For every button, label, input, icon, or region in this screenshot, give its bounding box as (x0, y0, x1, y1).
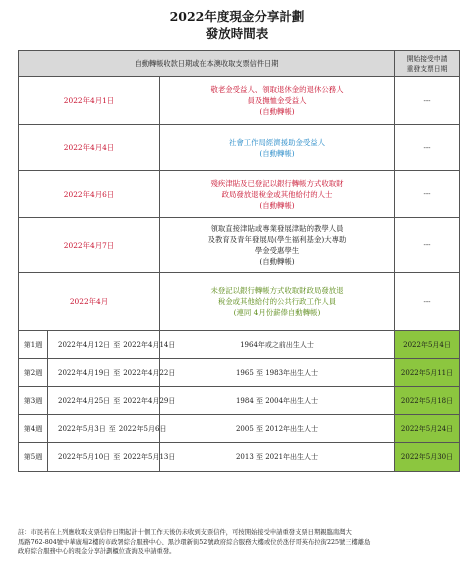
week-row (19, 331, 460, 359)
birth-year-group: 1964年或之前出生人士 (160, 331, 395, 359)
payment-date: 2022年4月6日 (19, 171, 160, 218)
reissue-date: --- (395, 125, 460, 171)
table-row (19, 273, 460, 331)
table-row (19, 125, 460, 171)
header-receipt-date: 自動轉帳收款日期或在本澳收取支票信件日期 (19, 51, 395, 77)
week-label: 第4週 (19, 415, 48, 443)
week-label: 第2週 (19, 359, 48, 387)
birth-year-group: 2013 至 2021年出生人士 (160, 443, 395, 472)
week-row (19, 359, 460, 387)
week-row (19, 415, 460, 443)
beneficiary-description: 殘疾津貼及已登記以銀行轉帳方式收取財 政局發放退稅金或其他給付的人士 (自動轉帳) (160, 171, 395, 218)
payment-date: 2022年4月4日 (19, 125, 160, 171)
table-row (19, 171, 460, 218)
week-row (19, 443, 460, 472)
week-date-range: 2022年4月19日 至 2022年4月22日 (48, 359, 160, 387)
payment-date: 2022年4月1日 (19, 77, 160, 125)
week-date-range: 2022年5月10日 至 2022年5月13日 (48, 443, 160, 472)
reissue-date: --- (395, 218, 460, 273)
reissue-date: --- (395, 77, 460, 125)
reissue-date: 2022年5月24日 (395, 415, 460, 443)
reissue-date: 2022年5月11日 (395, 359, 460, 387)
payment-date: 2022年4月 (19, 273, 160, 331)
beneficiary-description: 敬老金受益人、領取退休金的退休公務人 員及撫恤金受益人 (自動轉帳) (160, 77, 395, 125)
header-reissue-date: 開始接受申請 重發支票日期 (395, 51, 460, 77)
reissue-date: 2022年5月4日 (395, 331, 460, 359)
payment-date: 2022年4月7日 (19, 218, 160, 273)
table-row (19, 218, 460, 273)
week-label: 第5週 (19, 443, 48, 472)
page-subtitle: 發放時間表 (205, 26, 269, 41)
birth-year-group: 2005 至 2012年出生人士 (160, 415, 395, 443)
birth-year-group: 1984 至 2004年出生人士 (160, 387, 395, 415)
table-header-row (19, 51, 460, 77)
beneficiary-description: 未登記以銀行轉帳方式收取財政局發放退 稅金或其他給付的公共行政工作人員 (連同 4月份薪俸自動轉帳) (160, 273, 395, 331)
week-label: 第3週 (19, 387, 48, 415)
payment-schedule-table (18, 50, 460, 472)
reissue-date: --- (395, 171, 460, 218)
week-date-range: 2022年4月12日 至 2022年4月14日 (48, 331, 160, 359)
footnote: 註：市民若在上列應收取支票信件日期起計十個工作天後仍未收到支票信件，可按開始接受申請重發支票日期親臨南灣大 馬路762-804號中華廣場2樓的市政署綜合服務中心、黑沙環新街52號政府綜合服務大樓或位於氹仔哥英布拉街225號三樓離島 政府綜合服務中心的現金分享計劃櫃位查詢及申請重發。 (18, 529, 371, 555)
week-date-range: 2022年4月25日 至 2022年4月29日 (48, 387, 160, 415)
beneficiary-description: 社會工作局經濟援助金受益人 (自動轉帳) (160, 125, 395, 171)
reissue-date: 2022年5月30日 (395, 443, 460, 472)
page-title: 2022年度現金分享計劃 (169, 9, 305, 24)
reissue-date: 2022年5月18日 (395, 387, 460, 415)
table-row (19, 77, 460, 125)
reissue-date: --- (395, 273, 460, 331)
week-label: 第1週 (19, 331, 48, 359)
birth-year-group: 1965 至 1983年出生人士 (160, 359, 395, 387)
week-row (19, 387, 460, 415)
week-date-range: 2022年5月3日 至 2022年5月6日 (48, 415, 160, 443)
beneficiary-description: 領取直接津貼或專業發展津貼的教學人員 及教育及青年發展局(學生福利基金)大專助 學金受惠學生 (自動轉帳) (160, 218, 395, 273)
